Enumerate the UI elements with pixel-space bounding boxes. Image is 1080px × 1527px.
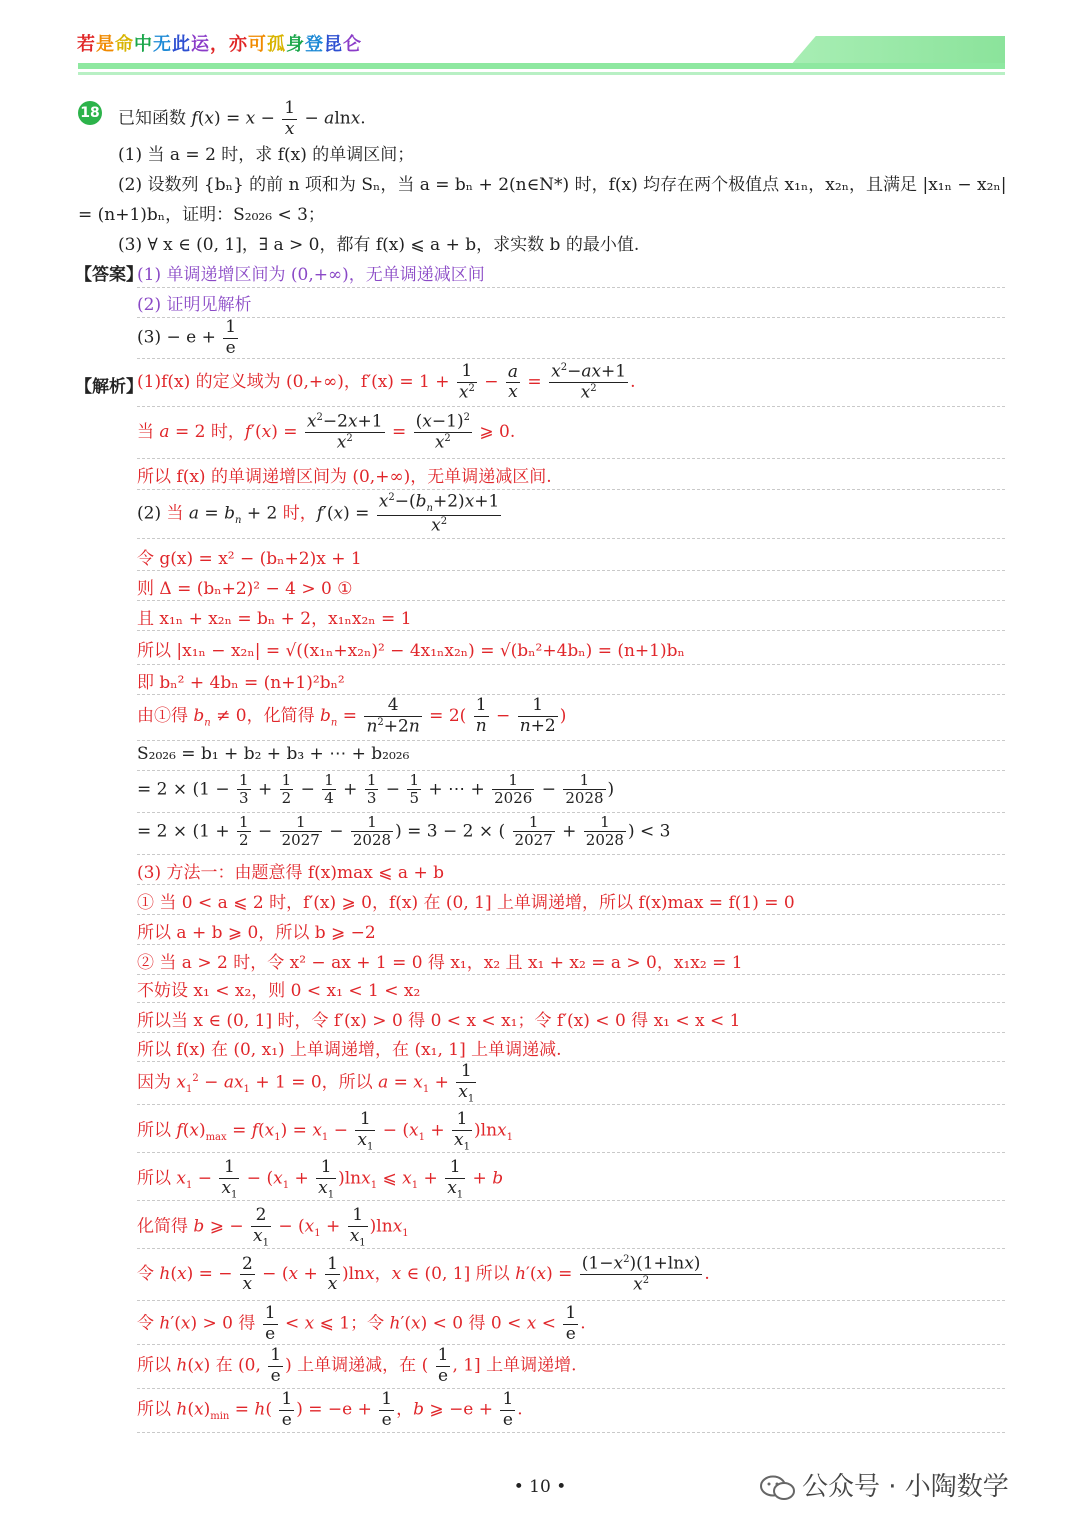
question-part2a: (2) 设数列 {bₙ} 的前 n 项和为 Sₙ，当 a = bₙ + 2(n∈N*) 时，f(x) 均存在两个极值点 x₁ₙ，x₂ₙ，且满足 |x₁ₙ − x₂ₙ| xyxy=(118,175,1007,195)
analysis-line-7: 且 x₁ₙ + x₂ₙ = bₙ + 2，x₁ₙx₂ₙ = 1 xyxy=(137,604,1005,631)
motto-char: 可 xyxy=(248,34,267,55)
motto-char: 亦 xyxy=(229,34,248,55)
analysis-line-24: 化简得 b ⩾ − $\frac{2}{x_1}$ − ($x_1$ + $\frac{1}{x_1}$ )lnx$_1$ xyxy=(137,1206,1005,1249)
analysis-line-1: (1)f(x) 的定义域为 (0,+∞)，f′(x) = 1 + $\frac{1}{x^2}$ − $\frac{a}{x}$ = $\frac{x^2-ax+1}{x^2}$ . xyxy=(137,362,1005,407)
analysis-line-25: 令 h(x) = − $\frac{2}{x}$ − (x + $\frac{1}{x}$ )lnx，x ∈ (0, 1] 所以 h′(x) = $\frac{(1-x^2)(1+\ln x)}{x^2}$ . xyxy=(137,1254,1005,1301)
answer-part2: (2) 证明见解析 xyxy=(137,290,1005,318)
analysis-line-19: 所以当 x ∈ (0, 1] 时，令 f′(x) > 0 得 0 < x < x₁；令 f′(x) < 0 得 x₁ < x < 1 xyxy=(137,1006,1005,1033)
analysis-line-3: 所以 f(x) 的单调递增区间为 (0,+∞)，无单调递减区间. xyxy=(137,462,1005,490)
analysis-line-6: 则 Δ = (bₙ+2)² − 4 > 0 ① xyxy=(137,574,1005,601)
motto-char: 无 xyxy=(153,34,172,55)
analysis-line-16: 所以 a + b ⩾ 0，所以 b ⩾ −2 xyxy=(137,918,1005,945)
analysis-line-10: 由①得 $b_n \ne 0$，化简得 $b_n$ = $\frac{4}{n^2+2n}$ = 2( $\frac{1}{n}$ − $\frac{1}{n+2}$ ) xyxy=(137,696,1005,741)
motto-char: 此 xyxy=(172,34,191,55)
analysis-line-11: S₂₀₂₆ = b₁ + b₂ + b₃ + ⋯ + b₂₀₂₆ xyxy=(137,744,1005,771)
analysis-line-22: 所以 $f(x)_{max} = f(x_1) = x_1$ − $\frac{1}{x_1}$ − ($x_1$ + $\frac{1}{x_1}$ )lnx$_1$ xyxy=(137,1110,1005,1153)
analysis-line-23: 所以 $x_1$ − $\frac{1}{x_1}$ − ($x_1$ + $\frac{1}{x_1}$ )lnx$_1$ ⩽ $x_1$ + $\frac{1}{x_1}$ + b xyxy=(137,1158,1005,1201)
motto-char: 中 xyxy=(134,34,153,55)
watermark-text: 公众号 · 小陶数学 xyxy=(802,1472,1009,1502)
motto-char: 昆 xyxy=(324,34,343,55)
motto-char: 是 xyxy=(96,34,115,55)
analysis-line-14: (3) 方法一：由题意得 f(x)max ⩽ a + b xyxy=(137,858,1005,885)
question-part3: (3) ∀ x ∈ (0, 1]，∃ a > 0，都有 f(x) ⩽ a + b，求实数 b 的最小值. xyxy=(118,235,640,255)
analysis-line-20: 所以 f(x) 在 (0, x₁) 上单调递增，在 (x₁, 1] 上单调递减. xyxy=(137,1035,1005,1062)
header-motto xyxy=(77,30,362,56)
wechat-icon xyxy=(760,1475,796,1501)
page-number: • 10 • xyxy=(513,1477,567,1497)
question-stem: 已知函数 f(x) = x − $\frac{1}{x}$ − alnx. xyxy=(118,98,366,139)
analysis-line-21: 因为 $x_1^2 - ax_1 + 1 = 0$，所以 $a = x_1$ + $\frac{1}{x_1}$ xyxy=(137,1062,1005,1105)
header-decoration-tab xyxy=(790,36,1005,66)
analysis-line-9: 即 bₙ² + 4bₙ = (n+1)²bₙ² xyxy=(137,668,1005,695)
analysis-line-26: 令 h′(x) > 0 得 $\frac{1}{e}$ < x ⩽ 1；令 h′(x) < 0 得 0 < x < $\frac{1}{e}$ . xyxy=(137,1304,1005,1345)
answer-label: 【答案】 xyxy=(75,265,143,285)
question-part1: (1) 当 a = 2 时，求 f(x) 的单调区间； xyxy=(118,145,415,165)
header-band-thin xyxy=(78,72,1005,75)
analysis-line-8: 所以 |x₁ₙ − x₂ₙ| = √((x₁ₙ+x₂ₙ)² − 4x₁ₙx₂ₙ) = √(bₙ²+4bₙ) = (n+1)bₙ xyxy=(137,636,1005,665)
motto-char: 身 xyxy=(286,34,305,55)
header-band xyxy=(78,63,1005,69)
watermark xyxy=(760,1466,1009,1503)
motto-char: 登 xyxy=(305,34,324,55)
analysis-line-28: 所以 $h(x)_{min} = h$( $\frac{1}{e}$ ) = −e + $\frac{1}{e}$ ，b ⩾ −e + $\frac{1}{e}$ . xyxy=(137,1390,1005,1433)
analysis-label: 【解析】 xyxy=(75,377,143,397)
motto-char: 仑 xyxy=(343,34,362,55)
analysis-line-2: 当 a = 2 时，f′(x) = $\frac{x^2-2x+1}{x^2}$ = $\frac{(x-1)^2}{x^2}$ ⩾ 0. xyxy=(137,412,1005,459)
analysis-line-5: 令 g(x) = x² − (bₙ+2)x + 1 xyxy=(137,544,1005,571)
analysis-line-17: ② 当 a > 2 时，令 x² − ax + 1 = 0 得 x₁，x₂ 且 x₁ + x₂ = a > 0，x₁x₂ = 1 xyxy=(137,948,1005,975)
analysis-line-18: 不妨设 x₁ < x₂，则 0 < x₁ < 1 < x₂ xyxy=(137,976,1005,1003)
motto-char: ， xyxy=(210,34,229,55)
analysis-line-12: = 2 × (1 − $\frac{1}{3}$ + $\frac{1}{2}$ − $\frac{1}{4}$ + $\frac{1}{3}$ − $\frac{1}{5}$ + ⋯ + $\frac{1}{2026}$ − $\frac{1}{2028}$ ) xyxy=(137,772,1005,813)
question-number-badge: 18 xyxy=(78,101,102,125)
answer-part1: (1) 单调递增区间为 (0,+∞)，无单调递减区间 xyxy=(137,260,1005,288)
motto-char: 若 xyxy=(77,34,96,55)
analysis-line-4: (2) 当 $a = b_n + 2$ 时，f′(x) = $\frac{x^2-(b_n+2)x+1}{x^2}$ xyxy=(137,492,1005,539)
motto-char: 命 xyxy=(115,34,134,55)
analysis-line-15: ① 当 0 < a ⩽ 2 时，f′(x) ⩾ 0，f(x) 在 (0, 1] 上单调递增，所以 f(x)max = f(1) = 0 xyxy=(137,888,1005,915)
analysis-line-13: = 2 × (1 + $\frac{1}{2}$ − $\frac{1}{2027}$ − $\frac{1}{2028}$ ) = 3 − 2 × ( $\frac{1}{2027}$ + $\frac{1}{2028}$ ) < 3 xyxy=(137,814,1005,855)
question-part2b: = (n+1)bₙ，证明：S₂₀₂₆ < 3； xyxy=(78,205,325,225)
page-header xyxy=(0,0,1080,90)
analysis-line-27: 所以 h(x) 在 (0, $\frac{1}{e}$ ) 上单调递减，在 ( $\frac{1}{e}$ , 1] 上单调递增. xyxy=(137,1346,1005,1389)
motto-char: 运 xyxy=(191,34,210,55)
answer-part3: (3) − e + $\frac{1}{e}$ xyxy=(137,318,1005,359)
motto-char: 孤 xyxy=(267,34,286,55)
